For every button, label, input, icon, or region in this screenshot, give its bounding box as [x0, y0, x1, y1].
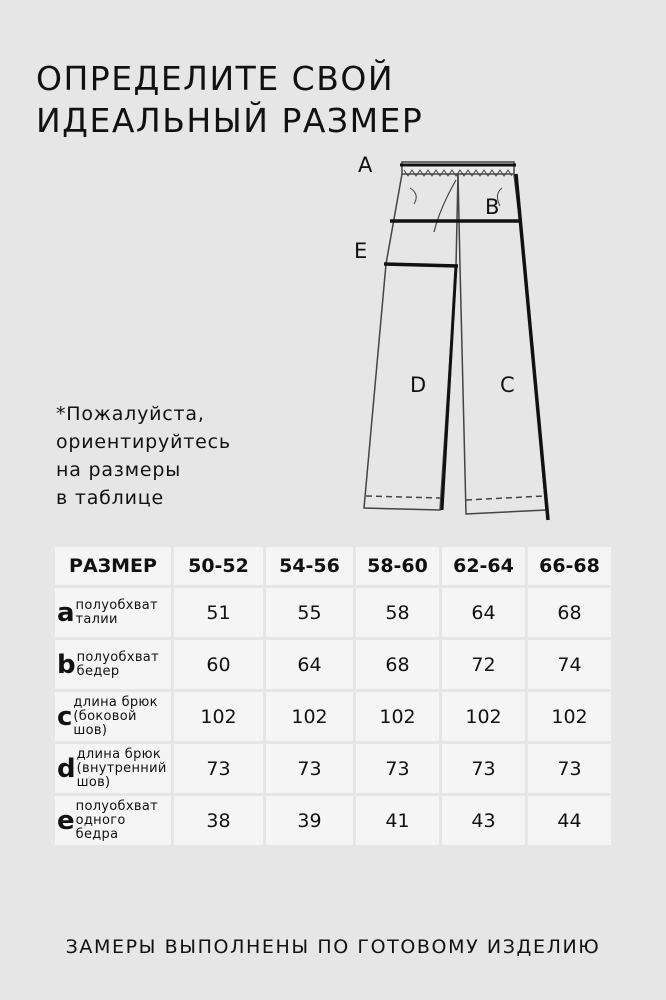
table-cell: 73 [528, 744, 611, 793]
label-b: B [485, 195, 500, 219]
label-d: D [410, 373, 427, 397]
table-cell: 38 [174, 796, 263, 845]
table-cell: 72 [442, 640, 525, 689]
measure-description: полуобхват талии [75, 597, 158, 627]
measure-letter: d [57, 753, 76, 784]
table-cell: 102 [528, 692, 611, 741]
page-title [36, 58, 423, 142]
table-cell: 74 [528, 640, 611, 689]
line-d-inseam [442, 266, 456, 510]
measure-letter: c [57, 701, 73, 732]
measure-description: полуобхват бедер [76, 649, 159, 679]
measure-letter: a [57, 597, 75, 628]
table-row-hips [55, 640, 611, 689]
table-cell: 68 [356, 640, 439, 689]
table-cell: 73 [266, 744, 353, 793]
table-row-waist [55, 588, 611, 637]
table-cell: 68 [528, 588, 611, 637]
measure-letter: b [57, 649, 76, 680]
table-row-side-length [55, 692, 611, 741]
header-cell-66-68: 66-68 [528, 547, 611, 585]
measurement-lines [384, 165, 548, 520]
line-c-side [516, 174, 548, 520]
table-cell: 41 [356, 796, 439, 845]
note-line-3: на размеры [56, 459, 181, 481]
title-line-1: ОПРЕДЕЛИТЕ СВОЙ [36, 59, 395, 98]
row-label-cell [55, 640, 171, 689]
table-cell: 73 [174, 744, 263, 793]
table-header-row [55, 547, 611, 585]
note-line-1: *Пожалуйста, [56, 403, 205, 425]
measure-description: длина брюк (внутренний шов) [76, 746, 167, 790]
table-cell: 43 [442, 796, 525, 845]
table-cell: 51 [174, 588, 263, 637]
header-cell-size: РАЗМЕР [55, 547, 171, 585]
table-row-inseam [55, 744, 611, 793]
label-c: C [500, 373, 515, 397]
table-row-thigh [55, 796, 611, 845]
table-cell: 39 [266, 796, 353, 845]
row-label-cell [55, 796, 171, 845]
size-table [52, 544, 614, 848]
measure-description: полуобхват одного бедра [75, 798, 158, 842]
header-cell-62-64: 62-64 [442, 547, 525, 585]
label-e: E [354, 239, 368, 263]
table-cell: 73 [442, 744, 525, 793]
note-line-4: в таблице [56, 487, 164, 509]
table-cell: 58 [356, 588, 439, 637]
table-cell: 64 [266, 640, 353, 689]
line-e-thigh [384, 264, 458, 266]
table-cell: 102 [174, 692, 263, 741]
table-cell: 102 [442, 692, 525, 741]
header-cell-54-56: 54-56 [266, 547, 353, 585]
row-label-cell [55, 588, 171, 637]
table-cell: 73 [356, 744, 439, 793]
table-cell: 60 [174, 640, 263, 689]
table-cell: 44 [528, 796, 611, 845]
table-cell: 102 [266, 692, 353, 741]
table-cell: 102 [356, 692, 439, 741]
measure-letter: e [57, 805, 75, 836]
size-note [56, 400, 231, 512]
measure-description: длина брюк (боковой шов) [73, 694, 158, 738]
header-cell-50-52: 50-52 [174, 547, 263, 585]
table-cell: 55 [266, 588, 353, 637]
row-label-cell [55, 744, 171, 793]
label-a: A [358, 153, 373, 177]
table-cell: 64 [442, 588, 525, 637]
footer-note: ЗАМЕРЫ ВЫПОЛНЕНЫ ПО ГОТОВОМУ ИЗДЕЛИЮ [65, 936, 601, 958]
note-line-2: ориентируйтесь [56, 431, 231, 453]
row-label-cell [55, 692, 171, 741]
header-cell-58-60: 58-60 [356, 547, 439, 585]
pants-measurement-diagram [340, 148, 580, 528]
title-line-2: ИДЕАЛЬНЫЙ РАЗМЕР [36, 101, 424, 140]
